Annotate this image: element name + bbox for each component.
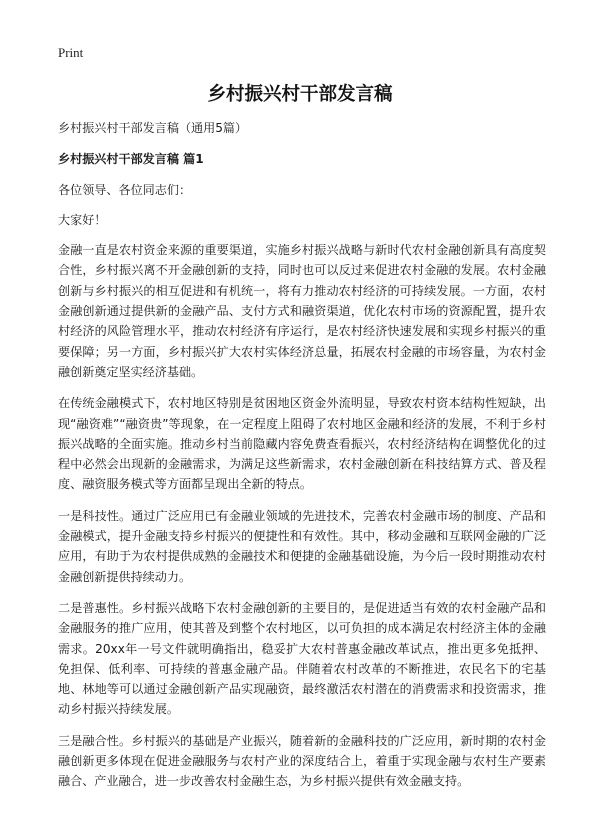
print-link[interactable]: Print	[58, 45, 84, 60]
paragraph-3: 一是科技性。通过广泛应用已有金融业领域的先进技术，完善农村金融市场的制度、产品和金融模式，提升金融支持乡村振兴的便捷性和有效性。其中，移动金融和互联网金融的广泛应用，有助于为农村提供成熟的金融技术和便捷的金融基础设施，为今后一段时期推动农村金融创新提供持续动力。	[58, 508, 546, 584]
paragraph-2: 在传统金融模式下，农村地区特别是贫困地区资金外流明显，导致农村资本结构性短缺，出现“融资难”“融资贵”等现象，在一定程度上阻碍了农村地区金融和经济的发展，不利于乡村振兴战略的全面实施。推动乡村当前隐藏内容免费查看振兴，农村经济结构在调整优化的过程中必然会出现新的金融需求，为满足这些新需求，农村金融创新在科技结算方式、普及程度、融资服务模式等方面都呈现出全新的特点。	[58, 396, 546, 492]
page-title: 乡村振兴村干部发言稿	[207, 84, 393, 105]
paragraph-4: 二是普惠性。乡村振兴战略下农村金融创新的主要目的，是促进适当有效的农村金融产品和金融服务的推广应用，使其普及到整个农村地区，以可负担的成本满足农村经济主体的金融需求。20xx年一号文件就明确指出，稳妥扩大农村普惠金融改革试点，推出更多免抵押、免担保、低利率、可持续的普惠金融产品。伴随着农村改革的不断推进，农民名下的宅基地、林地等可以通过金融创新产品实现融资，最终激活农村潜在的消费需求和投资需求，推动乡村振兴持续发展。	[58, 600, 546, 717]
paragraph-1: 金融一直是农村资金来源的重要渠道，实施乡村振兴战略与新时代农村金融创新具有高度契合性，乡村振兴离不开金融创新的支持，同时也可以反过来促进农村金融的发展。农村金融创新与乡村振兴的相互促进和有机统一，将有力推动农村经济的可持续发展。一方面，农村金融创新通过提供新的金融产品、支付方式和融资渠道，优化农村市场的资源配置，提升农村经济的风险管理水平，推动农村经济有序运行，是农村经济快速发展和实现乡村振兴的重要保障；另一方面，乡村振兴扩大农村实体经济总量，拓展农村金融的市场容量，为农村金融创新奠定坚实经济基础。	[58, 243, 546, 379]
salutation: 各位领导、各位同志们：	[58, 182, 192, 197]
paragraph-5: 三是融合性。乡村振兴的基础是产业振兴，随着新的金融科技的广泛应用，新时期的农村金融创新更多体现在促进金融服务与农村产业的深度结合上，着重于实现金融与农村生产要素融合、产业融合，进一步改善农村金融生态，为乡村振兴提供有效金融支持。	[58, 733, 546, 789]
article-body	[58, 118, 546, 803]
greeting: 大家好！	[58, 212, 107, 227]
section-heading: 乡村振兴村干部发言稿 篇1	[58, 152, 204, 167]
article-subtitle: 乡村振兴村干部发言稿（通用5篇）	[58, 121, 248, 135]
